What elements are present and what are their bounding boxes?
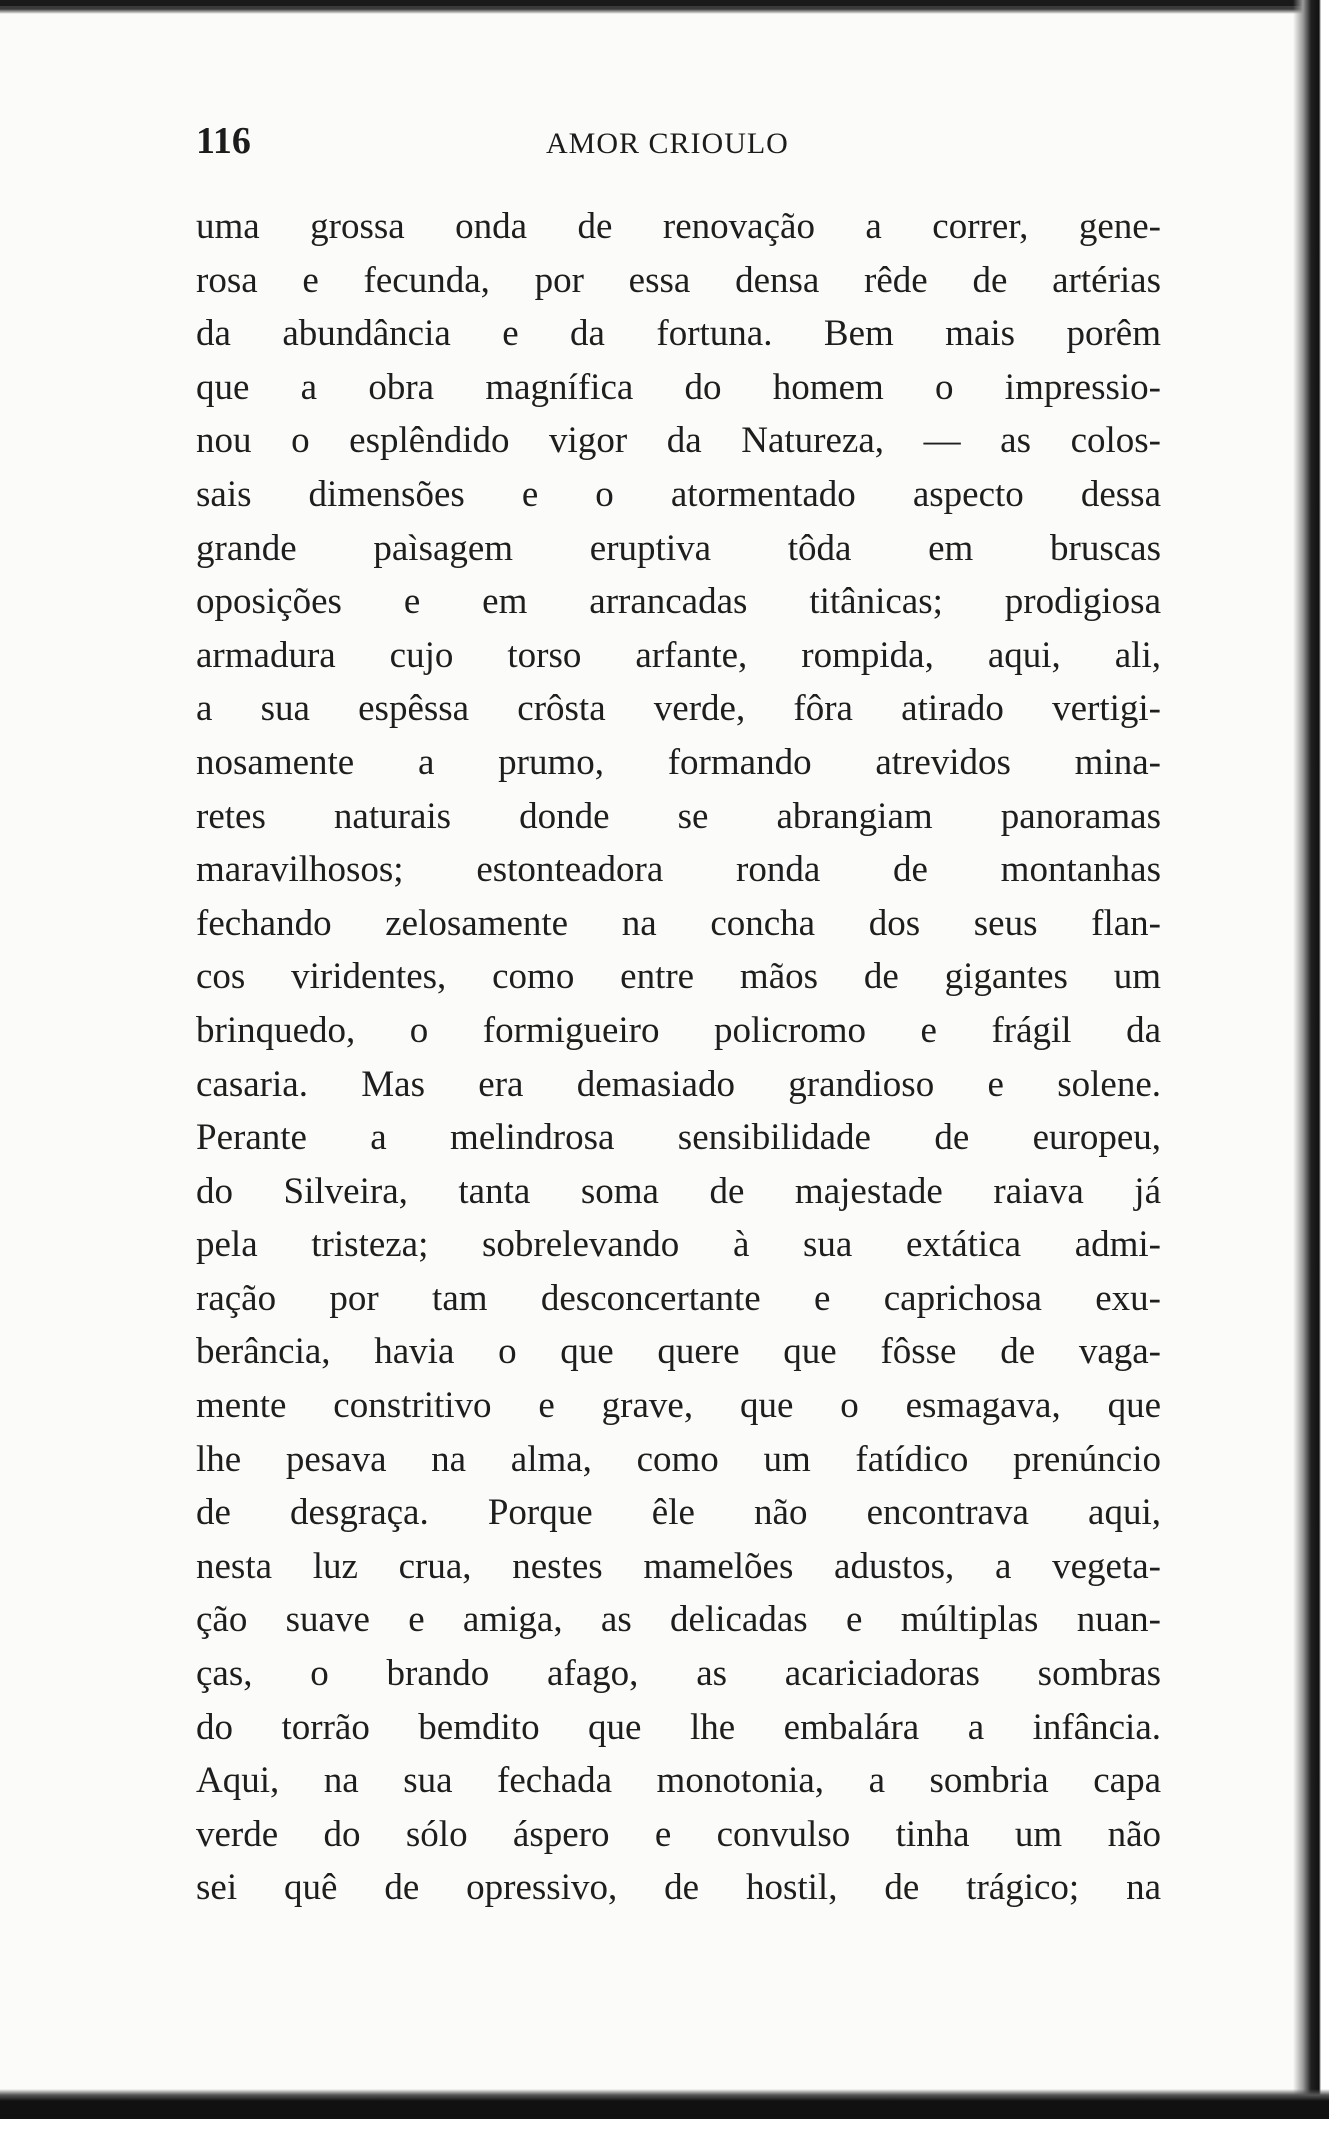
text-line: sais dimensões e o atormentado aspecto dessa [196, 473, 1161, 515]
text-line: uma grossa onda de renovação a correr, gene- [196, 206, 1161, 247]
text-line: ração por tam desconcertante e caprichosa exu- [196, 1277, 1161, 1319]
text-line: que a obra magnífica do homem o impressio- [196, 366, 1161, 408]
text-line: oposições e em arrancadas titânicas; prodigiosa [196, 581, 1161, 623]
text-line: Perante a melindrosa sensibilidade de europeu, [196, 1117, 1161, 1159]
text-line: do torrão bemdito que lhe embalára a infância. [196, 1706, 1161, 1748]
text-line: berância, havia o que quere que fôsse de vaga- [196, 1331, 1161, 1373]
text-line: brinquedo, o formigueiro policromo e frágil da [196, 1009, 1161, 1051]
text-line: retes naturais donde se abrangiam panoramas [196, 795, 1161, 837]
scan-edge-bottom [0, 2089, 1329, 2133]
text-line: casaria. Mas era demasiado grandioso e solene. [196, 1063, 1161, 1105]
text-line: do Silveira, tanta soma de majestade raiava já [196, 1170, 1161, 1212]
text-line: fechando zelosamente na concha dos seus flan- [196, 902, 1161, 944]
text-line: a sua espêssa crôsta verde, fôra atirado vertigi- [196, 688, 1161, 730]
text-line: mente constritivo e grave, que o esmagava, que [196, 1385, 1161, 1427]
text-line: nesta luz crua, nestes mamelões adustos, a vegeta- [196, 1545, 1161, 1587]
page-header [196, 118, 1156, 168]
text-line: de desgraça. Porque êle não encontrava aqui, [196, 1492, 1161, 1534]
text-line: Aqui, na sua fechada monotonia, a sombria capa [196, 1760, 1161, 1802]
text-line: nosamente a prumo, formando atrevidos mina- [196, 741, 1161, 783]
text-line: nou o esplêndido vigor da Natureza, — as colos- [196, 420, 1161, 462]
text-line: maravilhosos; estonteadora ronda de montanhas [196, 849, 1161, 891]
text-line: ção suave e amiga, as delicadas e múltiplas nuan- [196, 1599, 1161, 1641]
running-title: AMOR CRIOULO [546, 127, 789, 160]
body-text [196, 200, 1161, 1915]
text-line: da abundância e da fortuna. Bem mais porêm [196, 313, 1161, 355]
text-line: sei quê de opressivo, de hostil, de trágico; na [196, 1867, 1161, 1909]
text-line: pela tristeza; sobrelevando à sua extática admi- [196, 1224, 1161, 1266]
page-number: 116 [196, 120, 251, 162]
text-line: rosa e fecunda, por essa densa rêde de artérias [196, 259, 1161, 301]
text-line: verde do sólo áspero e convulso tinha um não [196, 1813, 1161, 1855]
text-line: lhe pesava na alma, como um fatídico prenúncio [196, 1438, 1161, 1480]
text-line: grande paìsagem eruptiva tôda em bruscas [196, 527, 1161, 569]
scan-edge-right [1293, 0, 1329, 2133]
text-line: cos viridentes, como entre mãos de gigantes um [196, 956, 1161, 998]
scan-edge-top [0, 0, 1329, 14]
text-line: armadura cujo torso arfante, rompida, aqui, ali, [196, 634, 1161, 676]
text-line: ças, o brando afago, as acariciadoras sombras [196, 1653, 1161, 1695]
